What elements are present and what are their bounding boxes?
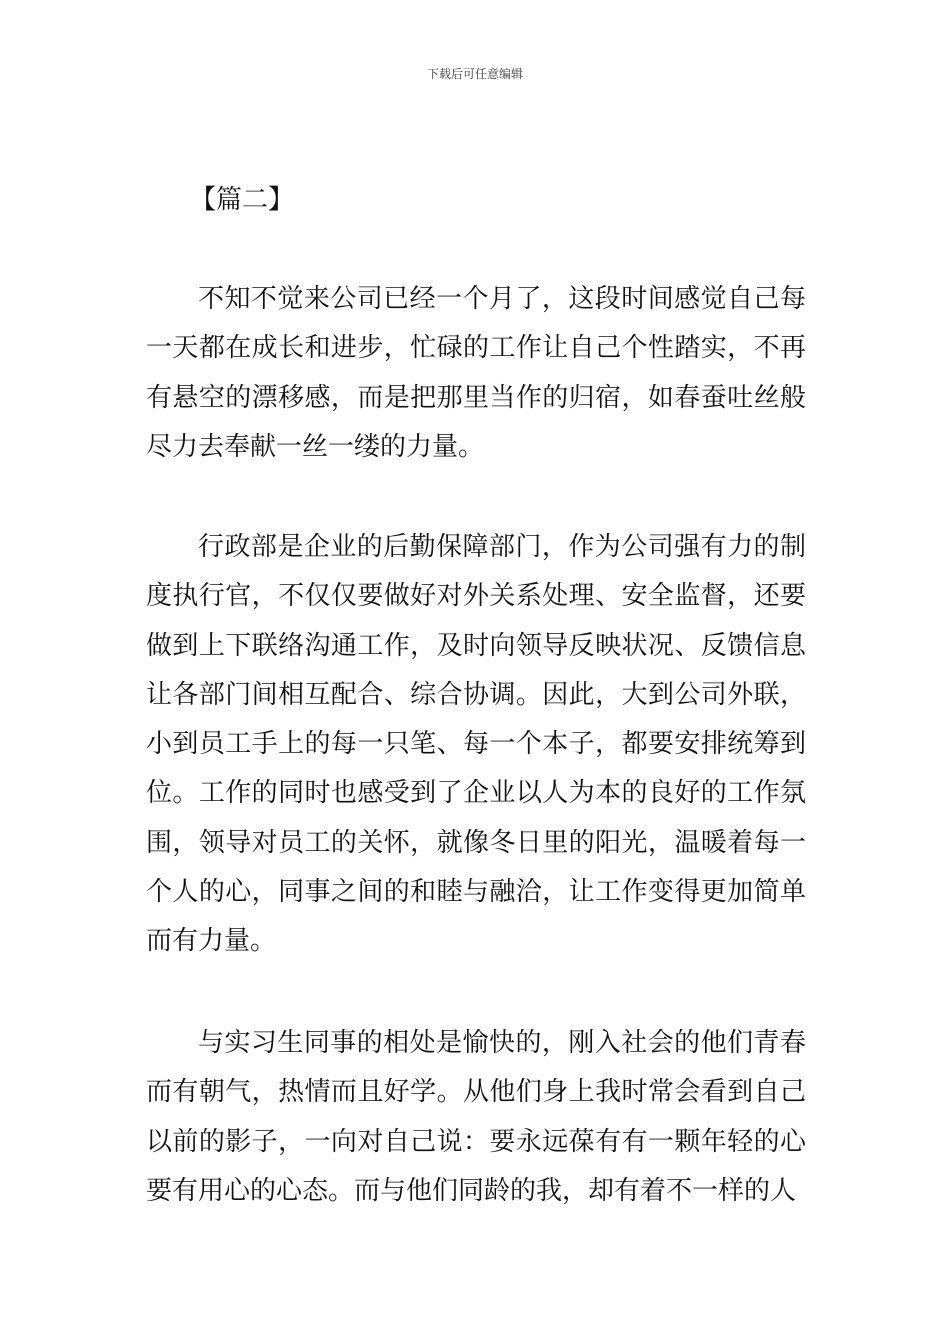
paragraph-text: 与实习生同事的相处是愉快的，刚入社会的他们青春而有朝气，热情而且好学。从他们身上我时常会看到自己以前的影子，一向对自己说：要永远葆有有一颗年轻的心要有用心的心态。而与他们同龄的我，却有着不一样的人 — [146, 1028, 806, 1206]
page-header: 下载后可任意编辑 — [426, 67, 523, 81]
paragraph-text: 不知不觉来公司已经一个月了，这段时间感觉自己每一天都在成长和进步，忙碌的工作让自己个性踏实，不再有悬空的漂移感，而是把那里当作的归宿，如春蚕吐丝般尽力去奉献一丝一缕的力量。 — [146, 284, 806, 462]
paragraph-3 — [146, 1019, 806, 1216]
section-title: 【篇二】 — [190, 185, 295, 215]
paragraph-text: 行政部是企业的后勤保障部门，作为公司强有力的制度执行官，不仅仅要做好对外关系处理、安全监督，还要做到上下联络沟通工作，及时向领导反映状况、反馈信息让各部门间相互配合、综合协调。因此，大到公司外联，小到员工手上的每一只笔、每一个本子，都要安排统筹到位。工作的同时也感受到了企业以人为本的良好的工作氛围，领导对员工的关怀，就像冬日里的阳光，温暖着每一个人的心，同事之间的和睦与融洽，让工作变得更加简单而有力量。 — [146, 532, 806, 957]
paragraph-2 — [146, 523, 806, 967]
paragraph-1 — [146, 275, 806, 472]
